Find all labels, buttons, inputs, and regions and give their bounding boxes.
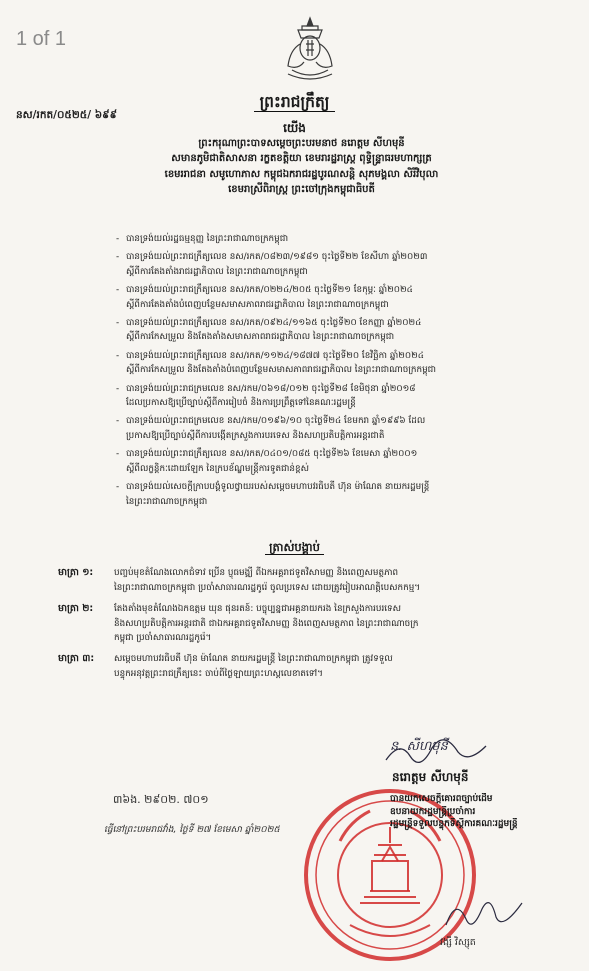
article-body: [114, 566, 548, 595]
royal-handwritten-signature: ន. សីហមុនី: [390, 739, 448, 754]
article-line: បន្ទុកអនុវត្តព្រះរាជក្រឹត្យនេះ ចាប់ពីថ្ងៃឡាយព្រះហស្តលេខាតទៅ។: [114, 668, 323, 679]
consideration-line: ប្រកាសឱ្យប្រើច្បាប់ស្ដីពីការបង្កើតក្រសួងការបរទេស និងសហប្រតិបត្តិការអន្តរជាតិ: [126, 430, 385, 441]
consideration-line: ស្ដីពីការតែងតាំងរាជរដ្ឋាភិបាល នៃព្រះរាជាណាចក្រកម្ពុជា: [126, 266, 308, 277]
consideration-line: - បានទ្រង់យល់ព្រះរាជក្រឹត្យលេខ នស/រកត/០៨២៣/១៩៨១ ចុះថ្ងៃទី២២ ខែសីហា ឆ្នាំ២០២៣: [126, 252, 428, 263]
king-title-line: ខេមររាជនា សមូហោភាស កម្ពុជឯករាជរដ្ឋបូរណសន្តិ សុភមង្គលា សិរីវិបុលា: [164, 168, 439, 180]
consideration-item: [116, 447, 536, 476]
consideration-line: ស្ដីពីលក្ខន្តិកៈដោយឡែក នៃក្របខ័ណ្ឌមន្ត្រីការទូតជាន់ខ្ពស់: [126, 463, 309, 474]
article-3: [58, 652, 548, 681]
consideration-item: [116, 349, 536, 378]
consideration-line: - បានទ្រង់យល់ព្រះរាជក្រមលេខ នស/រកម/០៦១៨/០១២ ចុះថ្ងៃទី២៨ ខែមិថុនា ឆ្នាំ២០១៨: [126, 383, 416, 394]
consideration-line: នៃព្រះរាជាណាចក្រកម្ពុជា: [126, 496, 208, 507]
consideration-line: ដែលប្រកាសឱ្យប្រើច្បាប់ស្ដីពីការរៀបចំ និងការប្រព្រឹត្តទៅនៃគណៈរដ្ឋមន្ត្រី: [126, 398, 356, 409]
countersignature-scrawl-icon: [440, 895, 530, 935]
article-line: នៃព្រះរាជាណាចក្រកម្ពុជា ប្រចាំសាធារណរដ្ឋកូរ៉េ ចូលប្រទេស ដោយត្រូវរៀបអាណត្តិបេសកកម្ម។: [114, 582, 421, 593]
consideration-item: [116, 414, 536, 443]
decision-heading-text: ត្រាស់បង្គាប់: [265, 540, 324, 555]
issue-date: ធ្វើនៅព្រះបរមរាជវាំង, ថ្ងៃទី ២៧ ខែមេសា ឆ្នាំ២០២៥: [104, 825, 280, 835]
decree-reference-number: នស/រកត/០៥២៥/ ៦៩៩: [16, 109, 118, 121]
consideration-item: [116, 283, 536, 312]
article-body: [114, 652, 548, 681]
royal-coat-of-arms-emblem: [278, 14, 342, 84]
consideration-line: - បានទ្រង់យល់សេចក្ដីក្រាបបង្គំទូលថ្វាយរបស់សម្ដេចមហាបវរធិបតី ហ៊ុន ម៉ាណែត នាយករដ្ឋមន្ត្រី: [126, 482, 430, 493]
considerations-list: [116, 232, 536, 513]
royal-decree-title-text: ព្រះរាជក្រឹត្យ: [254, 93, 336, 112]
king-title-line: ព្រះករុណាព្រះបាទសម្ដេចព្រះបរមនាថ នរោត្តម សីហមុនី: [198, 138, 405, 149]
consideration-item: [116, 232, 536, 246]
countersign-line: បានយកសេចក្ដីគោរពច្បាប់ដើម: [390, 794, 493, 804]
article-line: តែងតាំងមុខតំណែងឯកឧត្ដម ឃុន ផុនរតន៍: បច្ចុប្បន្នជាអគ្គនាយករង នៃក្រសួងការបរទេស: [114, 604, 401, 614]
we-heading: យើង: [283, 121, 306, 135]
article-line: សម្ដេចមហាបវរធិបតី ហ៊ុន ម៉ាណែត នាយករដ្ឋមន្ត្រី នៃព្រះរាជាណាចក្រកម្ពុជា ត្រូវទទួល: [114, 654, 393, 664]
page-counter: 1 of 1: [16, 28, 67, 50]
consideration-item: [116, 382, 536, 411]
article-2: [58, 602, 548, 646]
consideration-item: [116, 316, 536, 345]
article-line: និងសហប្រតិបត្តិការអន្តរជាតិ ជាឯកអគ្គរាជទូតវិសាមញ្ញ និងពេញសមត្ថភាព នៃព្រះរាជាណាចក្រ: [114, 618, 419, 629]
countersign-line: ឧបនាយករដ្ឋមន្ត្រីប្រចាំការ: [390, 806, 476, 817]
article-label: មាត្រា ១:: [58, 567, 94, 578]
king-signature-name: នរោត្តម សីហមុនី: [392, 770, 469, 784]
article-line: បញ្ចប់មុខតំណែងលោកជំទាវ ប្រើន ប្ញុធមង្គ្យី ពីឯកអគ្គរាជទូតវិសាមញ្ញ និងពេញសមត្ថភាព: [114, 568, 399, 578]
article-label: មាត្រា ៣:: [58, 653, 95, 664]
consideration-line: - បានទ្រង់យល់ព្រះរាជក្រឹត្យលេខ នស/រកត/០៤០១/០៨៥ ចុះថ្ងៃទី២៦ ខែមេសា ឆ្នាំ២០០១: [126, 449, 418, 460]
consideration-line: - បានទ្រង់យល់រដ្ឋធម្មនុញ្ញ នៃព្រះរាជាណាចក្រកម្ពុជា: [126, 234, 289, 244]
countersign-line: រដ្ឋមន្ត្រីទទួលបន្ទុកទីស្ដីការគណៈរដ្ឋមន្ត្រី: [390, 819, 518, 829]
countersign-name: វង្សី វិស្សុត: [440, 937, 476, 948]
royal-decree-title: [0, 92, 589, 115]
place-code: ៣៦ង. ២៩០២. ៧០១: [113, 793, 209, 806]
countersignature-block: [390, 793, 570, 831]
article-line: កម្ពុជា ប្រចាំសាធារណរដ្ឋកូរ៉េ។: [114, 633, 212, 643]
consideration-line: - បានទ្រង់យល់ព្រះរាជក្រមលេខ នស/រកម/០១៩៦/១០ ចុះថ្ងៃទី២៤ ខែមករា ឆ្នាំ១៩៩៦ ដែល: [126, 416, 426, 427]
consideration-line: ស្ដីពីការតែងតាំងបំពេញបន្ថែមសមាសភាពរាជរដ្ឋាភិបាល នៃព្រះរាជាណាចក្រកម្ពុជា: [126, 299, 389, 310]
consideration-line: ស្ដីពីការកែសម្រួល និងតែងតាំងបំពេញបន្ថែមសមាសភាពរាជរដ្ឋាភិបាល នៃព្រះរាជាណាចក្រកម្ពុជា: [126, 365, 437, 376]
consideration-line: ស្ដីពីការកែសម្រួល និងតែងតាំងសមាសភាពរាជរដ្ឋាភិបាល នៃព្រះរាជាណាចក្រកម្ពុជា: [126, 332, 395, 343]
decision-heading: [0, 540, 589, 557]
consideration-line: - បានទ្រង់យល់ព្រះរាជក្រឹត្យលេខ នស/រកត/១១២៤/១៨៧៧ ចុះថ្ងៃទី២០ ខែវិច្ឆិកា ឆ្នាំ២០២៤: [126, 350, 424, 361]
king-title-line: សមានភូមិជាតិសាសនា រក្ខតខត្តិយា ខេមរារដ្ឋរាស្ត្រ ពុទ្ធិន្ទ្រាធរមហាក្សត្រ: [171, 153, 432, 165]
article-label: មាត្រា ២:: [58, 603, 94, 614]
consideration-line: - បានទ្រង់យល់ព្រះរាជក្រឹត្យលេខ នស/រកត/០៩២៤/១១៦៥ ចុះថ្ងៃទី២០ ខែកញ្ញា ឆ្នាំ២០២៤: [126, 318, 422, 329]
consideration-item: [116, 250, 536, 279]
consideration-line: - បានទ្រង់យល់ព្រះរាជក្រឹត្យលេខ នស/រកត/០២២៤/២០៥ ចុះថ្ងៃទី២១ ខែកុម្ភៈ ឆ្នាំ២០២៤: [126, 285, 413, 296]
consideration-item: [116, 480, 536, 509]
king-titles: [104, 136, 499, 197]
article-1: [58, 566, 548, 595]
article-body: [114, 602, 548, 646]
king-title-line: ខេមរាស្រីពិរាស្ត្រ ព្រះចៅក្រុងកម្ពុជាធិបតី: [228, 183, 375, 195]
